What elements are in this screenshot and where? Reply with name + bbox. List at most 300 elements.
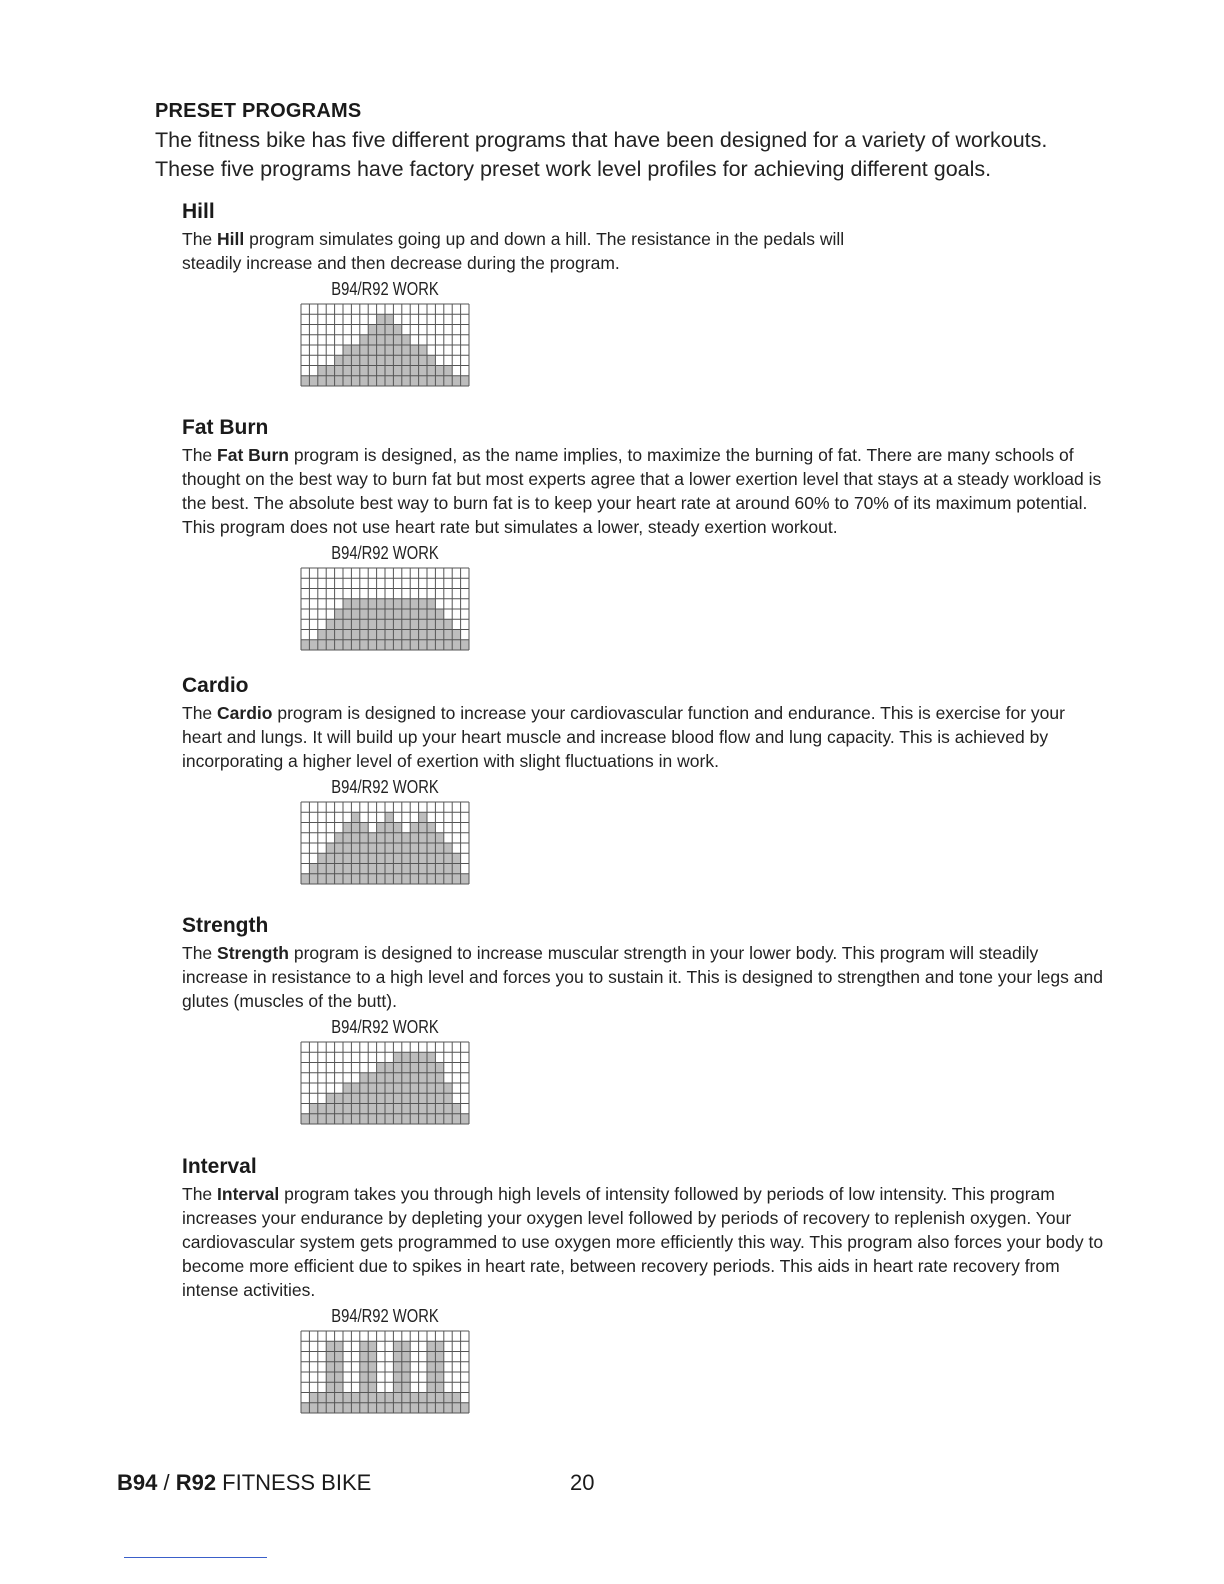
level-cell: [385, 874, 393, 884]
level-cell: [410, 609, 418, 619]
level-cell: [360, 833, 368, 843]
chart-label: B94/R92 WORK: [331, 1306, 439, 1326]
level-cell: [301, 376, 309, 386]
level-cell: [393, 325, 401, 335]
level-cell: [435, 1362, 443, 1372]
level-cell: [393, 1114, 401, 1124]
level-cell: [427, 1362, 435, 1372]
level-cell: [393, 345, 401, 355]
level-cell: [368, 1362, 376, 1372]
level-cell: [393, 1341, 401, 1351]
level-cell: [318, 864, 326, 874]
level-cell: [360, 1393, 368, 1403]
level-cell: [343, 853, 351, 863]
level-cell: [452, 1114, 460, 1124]
level-cell: [360, 640, 368, 650]
level-cell: [410, 630, 418, 640]
level-cell: [368, 366, 376, 376]
level-cell: [368, 1393, 376, 1403]
level-cell: [393, 1382, 401, 1392]
level-cell: [377, 376, 385, 386]
level-cell: [427, 853, 435, 863]
program-title: Interval: [182, 1155, 257, 1178]
level-cell: [377, 1393, 385, 1403]
level-cell: [461, 640, 469, 650]
level-cell: [351, 640, 359, 650]
level-cell: [410, 1083, 418, 1093]
level-cell: [385, 1403, 393, 1413]
level-cell: [452, 640, 460, 650]
level-cell: [427, 823, 435, 833]
level-cell: [427, 355, 435, 365]
level-cell: [326, 1114, 334, 1124]
level-cell: [410, 1104, 418, 1114]
level-cell: [377, 335, 385, 345]
level-cell: [444, 1104, 452, 1114]
level-cell: [393, 1104, 401, 1114]
level-cell: [410, 355, 418, 365]
level-cell: [402, 1341, 410, 1351]
work-profile-chart: [300, 1306, 470, 1414]
program-description: The Cardio program is designed to increase your cardiovascular function and endurance. This is exercise for your heart and lungs. It will build up your heart muscle and increase blood flow and lung capacity. This is achieved by incorporating a higher level of exertion with slight fluctuations in work.: [182, 703, 1065, 771]
level-cell: [410, 599, 418, 609]
level-cell: [377, 1093, 385, 1103]
level-cell: [435, 1341, 443, 1351]
level-cell: [360, 335, 368, 345]
level-cell: [402, 1104, 410, 1114]
work-profile-chart: [300, 1017, 470, 1125]
level-cell: [419, 864, 427, 874]
work-grid: [300, 303, 470, 387]
level-cell: [351, 630, 359, 640]
level-cell: [385, 1083, 393, 1093]
level-cell: [402, 630, 410, 640]
level-cell: [427, 1382, 435, 1392]
level-cell: [402, 853, 410, 863]
level-cell: [377, 619, 385, 629]
level-cell: [368, 864, 376, 874]
level-cell: [351, 853, 359, 863]
level-cell: [335, 833, 343, 843]
level-cell: [402, 1063, 410, 1073]
level-cell: [309, 864, 317, 874]
level-cell: [435, 833, 443, 843]
level-cell: [309, 376, 317, 386]
level-cell: [419, 376, 427, 386]
level-cell: [452, 376, 460, 386]
level-cell: [309, 640, 317, 650]
level-cell: [410, 1063, 418, 1073]
level-cell: [410, 619, 418, 629]
level-cell: [393, 1093, 401, 1103]
level-cell: [351, 864, 359, 874]
level-cell: [360, 1352, 368, 1362]
level-cell: [360, 1372, 368, 1382]
program-title: Hill: [182, 200, 215, 223]
level-cell: [326, 366, 334, 376]
work-grid: [300, 1041, 470, 1125]
level-cell: [326, 640, 334, 650]
level-cell: [435, 1073, 443, 1083]
level-cell: [335, 1382, 343, 1392]
level-cell: [393, 640, 401, 650]
level-cell: [385, 599, 393, 609]
level-cell: [351, 833, 359, 843]
level-cell: [385, 864, 393, 874]
level-cell: [360, 1362, 368, 1372]
level-cell: [410, 376, 418, 386]
level-cell: [368, 619, 376, 629]
program-strength: [182, 913, 1107, 1125]
level-cell: [377, 599, 385, 609]
level-cell: [335, 1362, 343, 1372]
level-cell: [385, 345, 393, 355]
level-cell: [360, 853, 368, 863]
level-cell: [419, 1083, 427, 1093]
level-cell: [393, 630, 401, 640]
level-cell: [326, 1393, 334, 1403]
level-cell: [360, 1382, 368, 1392]
level-cell: [393, 335, 401, 345]
level-cell: [427, 1403, 435, 1413]
level-cell: [435, 1403, 443, 1413]
level-cell: [410, 843, 418, 853]
level-cell: [335, 366, 343, 376]
level-cell: [427, 833, 435, 843]
level-cell: [318, 640, 326, 650]
level-cell: [393, 823, 401, 833]
level-cell: [368, 1403, 376, 1413]
level-cell: [377, 609, 385, 619]
level-cell: [377, 1083, 385, 1093]
level-cell: [427, 843, 435, 853]
level-cell: [402, 833, 410, 843]
level-cell: [419, 874, 427, 884]
level-cell: [452, 1393, 460, 1403]
bottom-rule: [124, 1557, 267, 1558]
level-cell: [368, 630, 376, 640]
level-cell: [377, 833, 385, 843]
level-cell: [335, 355, 343, 365]
level-cell: [444, 640, 452, 650]
level-cell: [427, 1083, 435, 1093]
level-cell: [410, 1403, 418, 1413]
chart-label: B94/R92 WORK: [331, 777, 439, 797]
level-cell: [385, 355, 393, 365]
work-profile-chart: [300, 279, 470, 387]
level-cell: [385, 376, 393, 386]
level-cell: [410, 1052, 418, 1062]
level-cell: [326, 1341, 334, 1351]
level-cell: [368, 325, 376, 335]
level-cell: [318, 853, 326, 863]
level-cell: [326, 630, 334, 640]
level-cell: [419, 355, 427, 365]
level-cell: [452, 864, 460, 874]
level-cell: [343, 355, 351, 365]
level-cell: [435, 864, 443, 874]
level-cell: [301, 1403, 309, 1413]
level-cell: [427, 1063, 435, 1073]
level-cell: [461, 376, 469, 386]
level-cell: [427, 1372, 435, 1382]
level-cell: [452, 1403, 460, 1413]
level-cell: [402, 335, 410, 345]
level-cell: [461, 874, 469, 884]
level-cell: [368, 1341, 376, 1351]
level-cell: [435, 630, 443, 640]
level-cell: [377, 314, 385, 324]
level-cell: [351, 619, 359, 629]
level-cell: [318, 1393, 326, 1403]
level-cell: [427, 1104, 435, 1114]
level-cell: [419, 599, 427, 609]
level-cell: [419, 833, 427, 843]
level-cell: [427, 874, 435, 884]
level-cell: [343, 1114, 351, 1124]
level-cell: [377, 853, 385, 863]
level-cell: [360, 1114, 368, 1124]
chart-label: B94/R92 WORK: [331, 543, 439, 563]
intro-line-1: The fitness bike has five different programs that have been designed for a variety of workouts.: [155, 128, 1048, 152]
level-cell: [343, 1104, 351, 1114]
level-cell: [335, 1341, 343, 1351]
level-cell: [351, 1114, 359, 1124]
level-cell: [360, 1093, 368, 1103]
level-cell: [318, 1114, 326, 1124]
level-cell: [385, 1114, 393, 1124]
level-cell: [444, 1403, 452, 1413]
level-cell: [343, 1393, 351, 1403]
level-cell: [351, 823, 359, 833]
level-cell: [326, 1403, 334, 1413]
level-cell: [444, 630, 452, 640]
level-cell: [309, 1114, 317, 1124]
level-cell: [368, 843, 376, 853]
level-cell: [452, 874, 460, 884]
level-cell: [393, 609, 401, 619]
level-cell: [360, 1341, 368, 1351]
level-cell: [335, 1403, 343, 1413]
level-cell: [402, 843, 410, 853]
level-cell: [343, 1093, 351, 1103]
level-cell: [410, 640, 418, 650]
level-cell: [419, 1393, 427, 1403]
level-cell: [410, 345, 418, 355]
level-cell: [318, 1403, 326, 1413]
level-cell: [402, 1083, 410, 1093]
level-cell: [385, 630, 393, 640]
program-title: Fat Burn: [182, 416, 269, 439]
work-profile-chart: [300, 777, 470, 885]
level-cell: [435, 1063, 443, 1073]
level-cell: [301, 874, 309, 884]
level-cell: [410, 853, 418, 863]
level-cell: [343, 376, 351, 386]
level-cell: [351, 1104, 359, 1114]
level-cell: [368, 833, 376, 843]
level-cell: [343, 640, 351, 650]
level-cell: [377, 366, 385, 376]
level-cell: [435, 1083, 443, 1093]
level-cell: [419, 366, 427, 376]
level-cell: [393, 874, 401, 884]
level-cell: [360, 843, 368, 853]
level-cell: [309, 1393, 317, 1403]
level-cell: [435, 874, 443, 884]
level-cell: [419, 812, 427, 822]
level-cell: [360, 599, 368, 609]
level-cell: [402, 1382, 410, 1392]
level-cell: [368, 1114, 376, 1124]
level-cell: [427, 609, 435, 619]
level-cell: [419, 609, 427, 619]
level-cell: [351, 874, 359, 884]
chart-label: B94/R92 WORK: [331, 1017, 439, 1037]
level-cell: [318, 366, 326, 376]
level-cell: [326, 1362, 334, 1372]
level-cell: [335, 1093, 343, 1103]
level-cell: [377, 843, 385, 853]
level-cell: [368, 853, 376, 863]
level-cell: [335, 1104, 343, 1114]
level-cell: [360, 376, 368, 386]
level-cell: [360, 366, 368, 376]
level-cell: [360, 1083, 368, 1093]
level-cell: [343, 874, 351, 884]
level-cell: [402, 1114, 410, 1124]
level-cell: [435, 366, 443, 376]
level-cell: [385, 314, 393, 324]
section-title: PRESET PROGRAMS: [155, 100, 362, 122]
level-cell: [377, 325, 385, 335]
level-cell: [435, 853, 443, 863]
level-cell: [410, 823, 418, 833]
level-cell: [385, 843, 393, 853]
level-cell: [335, 619, 343, 629]
level-cell: [343, 609, 351, 619]
level-cell: [309, 1104, 317, 1114]
level-cell: [360, 345, 368, 355]
level-cell: [452, 630, 460, 640]
level-cell: [385, 853, 393, 863]
program-interval: [182, 1154, 1107, 1414]
level-cell: [435, 843, 443, 853]
level-cell: [427, 1341, 435, 1351]
level-cell: [351, 355, 359, 365]
level-cell: [368, 1372, 376, 1382]
level-cell: [410, 864, 418, 874]
level-cell: [393, 1393, 401, 1403]
level-cell: [444, 619, 452, 629]
level-cell: [419, 345, 427, 355]
level-cell: [419, 1104, 427, 1114]
level-cell: [377, 355, 385, 365]
level-cell: [368, 640, 376, 650]
level-cell: [377, 1063, 385, 1073]
level-cell: [335, 843, 343, 853]
level-cell: [393, 599, 401, 609]
level-cell: [402, 355, 410, 365]
level-cell: [427, 376, 435, 386]
level-cell: [385, 1063, 393, 1073]
level-cell: [351, 1403, 359, 1413]
level-cell: [444, 1083, 452, 1093]
level-cell: [402, 1352, 410, 1362]
level-cell: [368, 355, 376, 365]
level-cell: [343, 366, 351, 376]
level-cell: [318, 376, 326, 386]
level-cell: [444, 874, 452, 884]
level-cell: [335, 874, 343, 884]
level-cell: [393, 619, 401, 629]
level-cell: [385, 1073, 393, 1083]
level-cell: [326, 864, 334, 874]
level-cell: [402, 874, 410, 884]
program-title: Strength: [182, 914, 269, 937]
level-cell: [343, 843, 351, 853]
work-profile-chart: [300, 543, 470, 651]
page-number: 20: [570, 1470, 595, 1495]
level-cell: [377, 874, 385, 884]
level-cell: [393, 833, 401, 843]
level-cell: [343, 1403, 351, 1413]
level-cell: [335, 1114, 343, 1124]
level-cell: [444, 1114, 452, 1124]
level-cell: [385, 366, 393, 376]
level-cell: [419, 1403, 427, 1413]
level-cell: [318, 1104, 326, 1114]
level-cell: [343, 864, 351, 874]
level-cell: [419, 1063, 427, 1073]
level-cell: [419, 640, 427, 650]
level-cell: [393, 843, 401, 853]
level-cell: [343, 599, 351, 609]
level-cell: [461, 1403, 469, 1413]
level-cell: [419, 823, 427, 833]
level-cell: [326, 1382, 334, 1392]
level-cell: [326, 1093, 334, 1103]
work-grid: [300, 1330, 470, 1414]
level-cell: [326, 843, 334, 853]
level-cell: [385, 335, 393, 345]
intro-text: [155, 126, 1155, 184]
level-cell: [444, 864, 452, 874]
level-cell: [351, 609, 359, 619]
level-cell: [377, 1114, 385, 1124]
level-cell: [360, 1403, 368, 1413]
level-cell: [385, 325, 393, 335]
level-cell: [351, 812, 359, 822]
level-cell: [385, 833, 393, 843]
level-cell: [419, 843, 427, 853]
level-cell: [343, 823, 351, 833]
level-cell: [318, 874, 326, 884]
level-cell: [368, 1382, 376, 1392]
level-cell: [335, 376, 343, 386]
level-cell: [309, 1403, 317, 1413]
chart-label: B94/R92 WORK: [331, 279, 439, 299]
level-cell: [385, 1104, 393, 1114]
level-cell: [427, 619, 435, 629]
level-cell: [402, 640, 410, 650]
level-cell: [343, 833, 351, 843]
level-cell: [410, 1073, 418, 1083]
level-cell: [326, 1372, 334, 1382]
level-cell: [343, 1083, 351, 1093]
level-cell: [393, 1073, 401, 1083]
level-cell: [419, 1073, 427, 1083]
